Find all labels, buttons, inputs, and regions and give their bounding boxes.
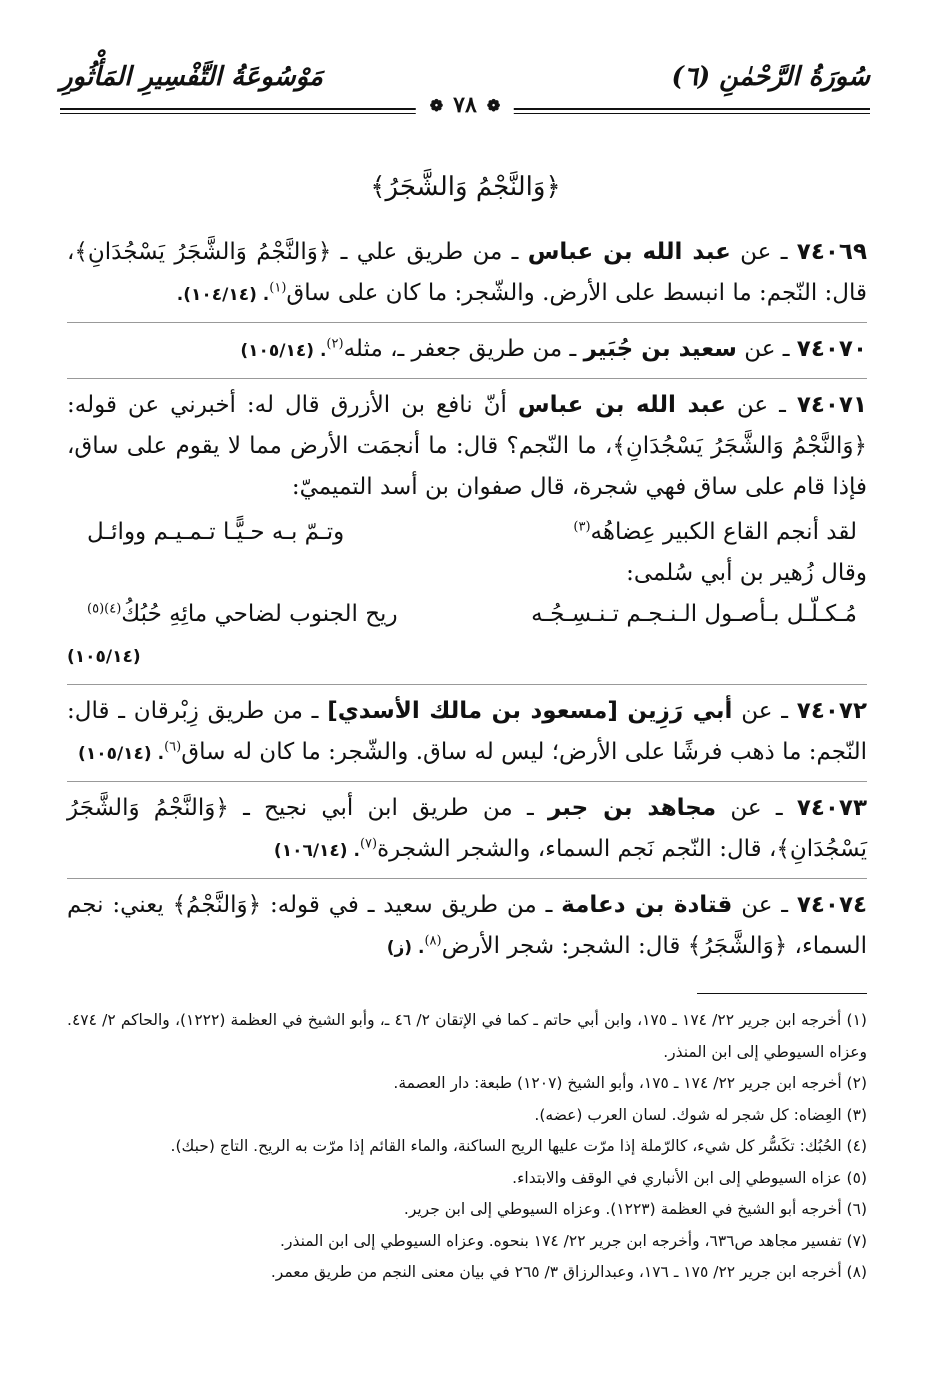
entry-74070 [67,329,867,372]
footnote-marker[interactable]: (٨) [424,933,442,949]
entry-text: ـ من طريق علي ـ ﴿وَالنَّجْمُ وَالشَّجَرُ يَسْجُدَانِ﴾، قال: النّجم: ما انبسط على الأرض. والشّجر: ما كان على ساق [67,239,867,306]
narrator-name: عبد الله بن عباس [527,239,731,265]
narrator-name: قتادة بن دعامة [561,892,733,918]
entry-prefix: ـ عن [732,698,797,724]
verse-text: ريح الجنوب لضاحي مائِهِ حُبُكُ [121,601,398,627]
entry-number: ٧٤٠٧٣ [796,795,868,821]
entry-number: ٧٤٠٧٤ [796,892,868,918]
footnote-3: (٣) العِضاه: كل شجر له شوك. لسان العرب (عضه). [534,1105,867,1124]
footnote-8: (٨) أخرجه ابن جرير ٢٢/ ١٧٥ ـ ١٧٦، وعبدالرزاق ٣/ ٢٦٥ في بيان معنى النجم من طريق معمر. [270,1263,867,1281]
entry-separator [67,781,867,782]
entry-prefix: ـ عن [725,392,797,418]
footnote-rule [697,993,867,994]
narrator-name: سعيد بن جُبَير [583,336,737,362]
entry-74074 [67,885,867,969]
verse-first-hemistich: مُـكـلّـل بـأصـول الـنـجـم تـنـسِـجُـه [531,601,857,627]
footnote-5: (٥) عزاه السيوطي إلى ابن الأنباري في الوقف والابتداء. [512,1168,867,1187]
page-header [60,60,870,132]
entry-separator [67,378,867,379]
entry-74069 [67,232,867,316]
header-surah-title: سُورَةُ الرَّحْمٰنِ (٦) [671,62,870,92]
volume-reference: (١٠٥/١٤) [67,647,141,667]
entry-74072 [67,691,867,775]
verse-second-hemistich [87,594,398,635]
verse-first-hemistich [573,512,857,553]
verse-second-hemistich: وتـمّ بـه حـيًّـا تـمـيـم ووائـل [87,519,345,545]
entry-text: ـ من طريق ابن أبي نجيح ـ ﴿وَالنَّجْمُ وَالشَّجَرُ يَسْجُدَانِ﴾، قال: النّجم نَجم السماء، والشجر الشجرة [67,795,867,862]
volume-reference: . (١٠٥/١٤) [240,341,327,361]
footnote-1: (١) أخرجه ابن جرير ٢٢/ ١٧٤ ـ ١٧٥، وابن أبي حاتم ـ كما في الإتقان ٢/ ٤٦ ـ، وأبو الشيخ في العظمة (١٢٢٢)، والحاكم ٢/ ٤٧٤. وعزاه السيوطي إلى ابن المنذر. [67,1011,867,1061]
verse-text: لقد أنجم القاع الكبير عِضاهُه [590,519,857,545]
ornament-icon: ❁ [486,95,501,115]
volume-reference: . (١٠٦/١٤) [273,841,360,861]
footnote-6: (٦) أخرجه أبو الشيخ في العظمة (١٢٢٣). وعزاه السيوطي إلى ابن جرير. [403,1200,867,1218]
footnote-marker[interactable]: (٤)(٥) [87,601,122,617]
footnote-7: (٧) تفسير مجاهد ص٦٣٦، وأخرجه ابن جرير ٢٢/ ١٧٤ بنحوه. وعزاه السيوطي إلى ابن المنذر. [280,1231,867,1250]
entry-prefix: ـ عن [732,892,797,918]
entry-74073 [67,788,867,872]
entry-text: ـ من طريق سعيد ـ في قوله: ﴿وَالنَّجْمُ﴾ يعني: نجم السماء، ﴿وَالشَّجَرُ﴾ قال: الشجر: شجر الأرض [67,892,867,959]
footnote-marker[interactable]: (٦) [164,739,182,755]
verse-reference-line [67,635,867,678]
footnote-4: (٤) الحُبُك: تكَسُّر كل شيء، كالرّملة إذا مرّت عليها الريح الساكنة، والماء القائم إذا مرّت به الريح. التاج (حبك). [170,1137,867,1155]
entry-number: ٧٤٠٧٢ [796,698,867,724]
header-book-title: مَوْسُوعَةُ التَّفْسِيرِ المَأْثُورِ [60,62,323,92]
narrator-name: عبد الله بن عباس [517,392,726,418]
footnote-marker[interactable]: (٧) [359,836,378,852]
entry-prefix: ـ عن [730,239,797,265]
main-text [67,232,867,973]
narrator-name: مجاهد بن جبر [547,795,717,821]
footnote-2: (٢) أخرجه ابن جرير ٢٢/ ١٧٤ ـ ١٧٥، وأبو الشيخ (١٢٠٧) طبعة: دار العصمة. [393,1074,867,1092]
footnotes [67,1005,867,1289]
volume-reference: . (١٠٤/١٤). [176,285,270,305]
narrator-name: أبي رَزِين [مسعود بن مالك الأسدي] [327,698,733,724]
volume-reference: . (١٠٥/١٤) [78,744,165,764]
volume-reference: . (ز) [386,938,425,958]
entry-separator [67,322,867,323]
section-title: ﴿وَالنَّجْمُ وَالشَّجَرُ﴾ [370,172,561,202]
footnote-marker[interactable]: (٢) [326,336,344,352]
page-number-block [416,92,514,118]
entry-prefix: ـ عن [716,795,797,821]
poetry-verse-1 [67,512,867,553]
poet-intro: وقال زُهير بن أبي سُلمى: [626,560,867,586]
entry-74071 [67,385,867,508]
entry-separator [67,878,867,879]
page-number: ٧٨ [453,92,477,118]
entry-separator [67,684,867,685]
entry-number: ٧٤٠٦٩ [796,239,867,265]
entry-prefix: ـ عن [736,336,797,362]
poetry-verse-2 [67,594,867,635]
ornament-icon: ❁ [429,95,444,115]
footnote-marker[interactable]: (٣) [573,519,591,535]
entry-text: ـ من طريق جعفر ـ، مثله [343,336,584,362]
entry-number: ٧٤٠٧١ [796,392,868,418]
footnote-marker[interactable]: (١) [269,280,287,296]
entry-text: أنّ نافع بن الأزرق قال له: أخبرني عن قوله: ﴿وَالنَّجْمُ وَالشَّجَرُ يَسْجُدَانِ﴾، ما النّجم؟ قال: ما أنجمَت الأرض مما لا يقوم على ساق، فإذا قام على ساق فهي شجرة، قال صفوان بن أسد التميميّ: [67,392,867,500]
entry-number: ٧٤٠٧٠ [796,336,867,362]
entry-text: ـ من طريق زِبْرقان ـ قال: النّجم: ما ذهب فرشًا على الأرض؛ ليس له ساق. والشّجر: ما كان له ساق [67,698,867,765]
